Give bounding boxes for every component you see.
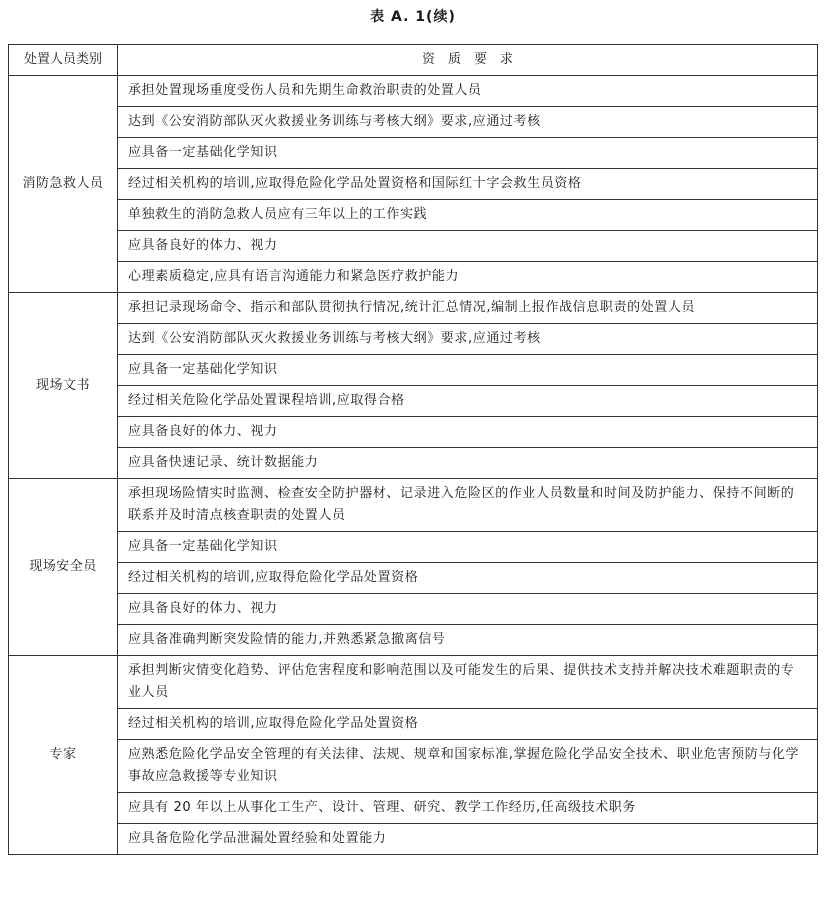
table-row (9, 625, 818, 656)
requirement-cell: 应具备良好的体力、视力 (118, 231, 818, 262)
requirement-cell: 应具备一定基础化学知识 (118, 355, 818, 386)
table-title: 表 A. 1(续) (370, 9, 456, 25)
table-row (9, 231, 818, 262)
category-cell: 现场安全员 (9, 479, 118, 656)
table-row (9, 740, 818, 793)
requirement-cell: 承担记录现场命令、指示和部队贯彻执行情况,统计汇总情况,编制上报作战信息职责的处置人员 (118, 293, 818, 324)
header-requirements: 资 质 要 求 (118, 45, 818, 76)
qualification-table (8, 44, 818, 855)
requirement-cell: 达到《公安消防部队灭火救援业务训练与考核大纲》要求,应通过考核 (118, 107, 818, 138)
table-header-row (9, 45, 818, 76)
table-row (9, 169, 818, 200)
requirement-cell: 应具备良好的体力、视力 (118, 594, 818, 625)
table-row (9, 793, 818, 824)
requirement-cell: 应具备危险化学品泄漏处置经验和处置能力 (118, 824, 818, 855)
table-row (9, 200, 818, 231)
category-cell: 消防急救人员 (9, 76, 118, 293)
requirement-cell: 承担判断灾情变化趋势、评估危害程度和影响范围以及可能发生的后果、提供技术支持并解决技术难题职责的专业人员 (118, 656, 818, 709)
requirement-cell: 应具有 20 年以上从事化工生产、设计、管理、研究、教学工作经历,任高级技术职务 (118, 793, 818, 824)
table-row (9, 709, 818, 740)
table-row (9, 107, 818, 138)
requirement-cell: 单独救生的消防急救人员应有三年以上的工作实践 (118, 200, 818, 231)
table-row (9, 479, 818, 532)
category-cell: 现场文书 (9, 293, 118, 479)
table-row (9, 448, 818, 479)
table-row (9, 532, 818, 563)
table-row (9, 76, 818, 107)
category-cell: 专家 (9, 656, 118, 855)
table-body (9, 76, 818, 855)
table-row (9, 417, 818, 448)
requirement-cell: 心理素质稳定,应具有语言沟通能力和紧急医疗救护能力 (118, 262, 818, 293)
table-row (9, 138, 818, 169)
requirement-cell: 应具备一定基础化学知识 (118, 532, 818, 563)
requirement-cell: 经过相关机构的培训,应取得危险化学品处置资格和国际红十字会救生员资格 (118, 169, 818, 200)
table-row (9, 656, 818, 709)
table-row (9, 824, 818, 855)
requirement-cell: 经过相关危险化学品处置课程培训,应取得合格 (118, 386, 818, 417)
requirement-cell: 应具备快速记录、统计数据能力 (118, 448, 818, 479)
table-row (9, 594, 818, 625)
table-row (9, 262, 818, 293)
requirement-cell: 经过相关机构的培训,应取得危险化学品处置资格 (118, 709, 818, 740)
requirement-cell: 经过相关机构的培训,应取得危险化学品处置资格 (118, 563, 818, 594)
requirement-cell: 应具备一定基础化学知识 (118, 138, 818, 169)
requirement-cell: 应具备准确判断突发险情的能力,并熟悉紧急撤离信号 (118, 625, 818, 656)
table-row (9, 293, 818, 324)
requirement-cell: 应具备良好的体力、视力 (118, 417, 818, 448)
table-row (9, 324, 818, 355)
table-row (9, 355, 818, 386)
header-category: 处置人员类别 (9, 45, 118, 76)
requirement-cell: 应熟悉危险化学品安全管理的有关法律、法规、规章和国家标准,掌握危险化学品安全技术、职业危害预防与化学事故应急救援等专业知识 (118, 740, 818, 793)
requirement-cell: 达到《公安消防部队灭火救援业务训练与考核大纲》要求,应通过考核 (118, 324, 818, 355)
requirement-cell: 承担现场险情实时监测、检查安全防护器材、记录进入危险区的作业人员数量和时间及防护能力、保持不间断的联系并及时清点核查职责的处置人员 (118, 479, 818, 532)
requirement-cell: 承担处置现场重度受伤人员和先期生命救治职责的处置人员 (118, 76, 818, 107)
table-row (9, 386, 818, 417)
table-row (9, 563, 818, 594)
